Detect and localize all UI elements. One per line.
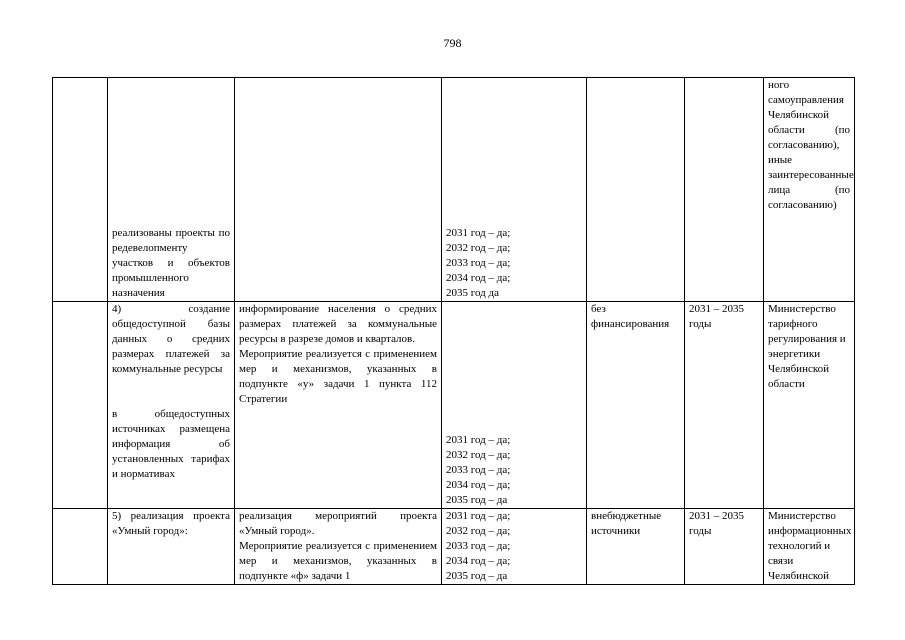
table-cell-measure bbox=[108, 509, 235, 585]
table-cell-funding bbox=[587, 509, 685, 585]
table-cell-responsible bbox=[764, 302, 855, 509]
table-cell-responsible bbox=[764, 509, 855, 585]
description-text: реализация мероприятий проекта «Умный город». bbox=[239, 510, 437, 537]
measure-title: 5) реализация проекта «Умный город»: bbox=[112, 510, 230, 537]
table-cell-period bbox=[685, 78, 764, 302]
period-text: 2031 – 2035 годы bbox=[689, 510, 744, 537]
funding-text: без финансирования bbox=[591, 303, 670, 330]
result-text: в общедоступных источниках размещена информация об установленных тарифах и нормативах bbox=[112, 408, 230, 480]
period-text: 2031 – 2035 годы bbox=[689, 303, 744, 330]
table-row bbox=[53, 78, 855, 302]
table-cell-measure bbox=[108, 302, 235, 509]
mechanism-text: Мероприятие реализуется с применением мер и механизмов, указанных в подпункте «у» задачи 1 пункта 112 Стратегии bbox=[239, 348, 437, 405]
measures-table bbox=[52, 77, 855, 585]
table-cell-description bbox=[235, 78, 442, 302]
table-cell-description bbox=[235, 509, 442, 585]
table-cell-indicators bbox=[442, 302, 587, 509]
table-row bbox=[53, 302, 855, 509]
table-cell-period bbox=[685, 302, 764, 509]
table-cell-period bbox=[685, 509, 764, 585]
result-text: реализованы проекты по редевелопменту участков и объектов промышленного назначения bbox=[112, 227, 230, 299]
table-row bbox=[53, 509, 855, 585]
table-cell-funding bbox=[587, 302, 685, 509]
spacer bbox=[112, 377, 230, 407]
responsible-text: Министерство тарифного регулирования и энергетики Челябинской области bbox=[768, 303, 846, 390]
indicator-years: 2031 год – да; 2032 год – да; 2033 год – да; 2034 год – да; 2035 год да bbox=[446, 227, 511, 299]
table-cell-number bbox=[53, 509, 108, 585]
table-cell-number bbox=[53, 302, 108, 509]
page-number: 798 bbox=[443, 36, 462, 50]
table-cell-measure bbox=[108, 78, 235, 302]
responsible-text: ного самоуправления Челябинской области (по согласованию), иные заинтересованные лица (по согласованию) bbox=[768, 79, 854, 211]
mechanism-text: Мероприятие реализуется с применением мер и механизмов, указанных в подпункте «ф» задачи 1 bbox=[239, 540, 437, 582]
responsible-text: Министерство информационных технологий и связи Челябинской bbox=[768, 510, 852, 582]
table-cell-responsible bbox=[764, 78, 855, 302]
table-cell-indicators bbox=[442, 78, 587, 302]
table-cell-indicators bbox=[442, 509, 587, 585]
indicator-years: 2031 год – да; 2032 год – да; 2033 год – да; 2034 год – да; 2035 год – да bbox=[446, 510, 511, 582]
description-text: информирование населения о средних размерах платежей за коммунальные ресурсы в разрезе домов и кварталов. bbox=[239, 303, 437, 345]
indicator-years: 2031 год – да; 2032 год – да; 2033 год – да; 2034 год – да; 2035 год – да bbox=[446, 434, 511, 506]
table-cell-funding bbox=[587, 78, 685, 302]
table-cell-description bbox=[235, 302, 442, 509]
measure-title: 4) создание общедоступной базы данных о средних размерах платежей за коммунальные ресурсы bbox=[112, 303, 230, 375]
funding-text: внебюджетные источники bbox=[591, 510, 662, 537]
table-cell-number bbox=[53, 78, 108, 302]
